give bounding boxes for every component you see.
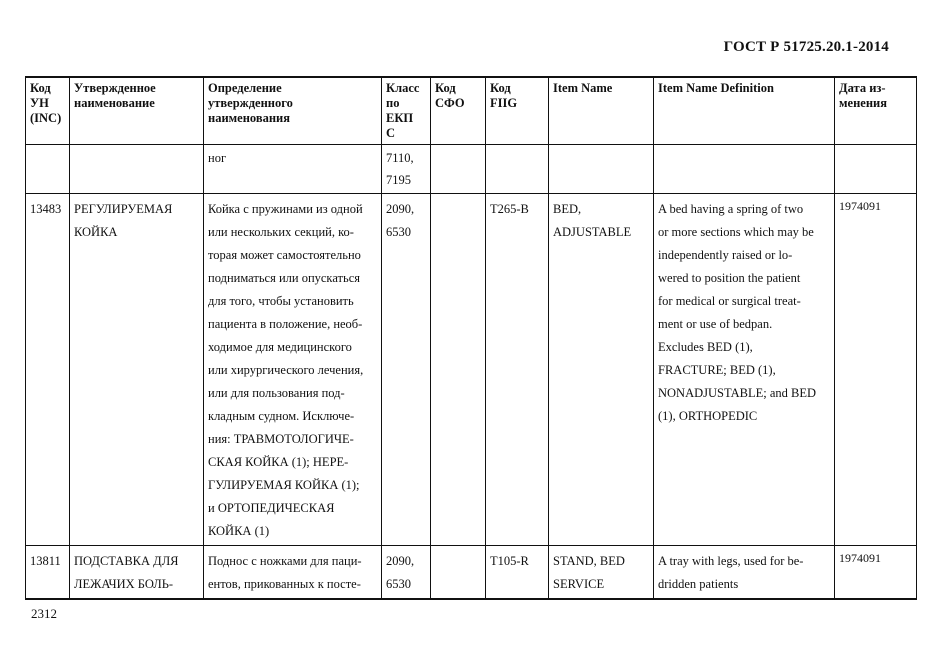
cell-sfo (431, 145, 486, 194)
cell-inc: 13483 (26, 194, 70, 546)
cell-definition-ru: Койка с пружинами из одной или нескольких секций, ко- торая может самостоятельно подниматься или опускаться для того, чтобы установить пациента в положение, необ- ходимое для медицинского или хирургического лечения, или для пользования под- кладным судном. Исключе- ния: ТРАВМОТОЛОГИЧЕ- СКАЯ КОЙКА (1); НЕРЕ- ГУЛИРУЕМАЯ КОЙКА (1); и ОРТОПЕДИЧЕСКАЯ КОЙКА (1) (204, 194, 382, 546)
cell-class: 2090, 6530 (382, 194, 431, 546)
cell-sfo (431, 546, 486, 600)
cell-definition-ru: Поднос с ножками для паци- ентов, прикованных к посте- (204, 546, 382, 600)
cell-item-name (549, 145, 654, 194)
header-sfo: Код СФО (431, 77, 486, 145)
table-header-row (26, 77, 917, 145)
header-item-name: Item Name (549, 77, 654, 145)
cell-definition-en: A bed having a spring of two or more sections which may be independently raised or lo- wered to position the patient for medical or surgical treat- ment or use of bedpan. Excludes BED (1), FRACTURE; BED (1), NONADJUSTABLE; and BED (1), ORTHOPEDIC (654, 194, 835, 546)
catalog-table (25, 76, 917, 600)
cell-fiig: T265-B (486, 194, 549, 546)
cell-date (835, 145, 917, 194)
cell-class: 2090, 6530 (382, 546, 431, 600)
header-approved-name: Утвержденное наименование (70, 77, 204, 145)
cell-inc (26, 145, 70, 194)
header-change-date: Дата из- менения (835, 77, 917, 145)
cell-sfo (431, 194, 486, 546)
cell-fiig: T105-R (486, 546, 549, 600)
cell-definition-en (654, 145, 835, 194)
header-item-name-definition: Item Name Definition (654, 77, 835, 145)
header-definition: Определение утвержденного наименования (204, 77, 382, 145)
cell-date: 1974091 (835, 194, 917, 546)
cell-definition-ru: ног (204, 145, 382, 194)
header-fiig: Код FIIG (486, 77, 549, 145)
page-number: 2312 (31, 606, 57, 621)
header-class: Класс по ЕКП С (382, 77, 431, 145)
table-row (26, 546, 917, 600)
cell-inc: 13811 (26, 546, 70, 600)
table-row (26, 194, 917, 546)
cell-name-ru: РЕГУЛИРУЕМАЯ КОЙКА (70, 194, 204, 546)
cell-class: 7110, 7195 (382, 145, 431, 194)
cell-fiig (486, 145, 549, 194)
cell-name-ru (70, 145, 204, 194)
cell-definition-en: A tray with legs, used for be- dridden patients (654, 546, 835, 600)
table-row (26, 145, 917, 194)
header-inc: Код УН (INC) (26, 77, 70, 145)
document-title: ГОСТ Р 51725.20.1-2014 (723, 39, 889, 55)
cell-date: 1974091 (835, 546, 917, 600)
cell-item-name: STAND, BED SERVICE (549, 546, 654, 600)
cell-name-ru: ПОДСТАВКА ДЛЯ ЛЕЖАЧИХ БОЛЬ- (70, 546, 204, 600)
cell-item-name: BED, ADJUSTABLE (549, 194, 654, 546)
